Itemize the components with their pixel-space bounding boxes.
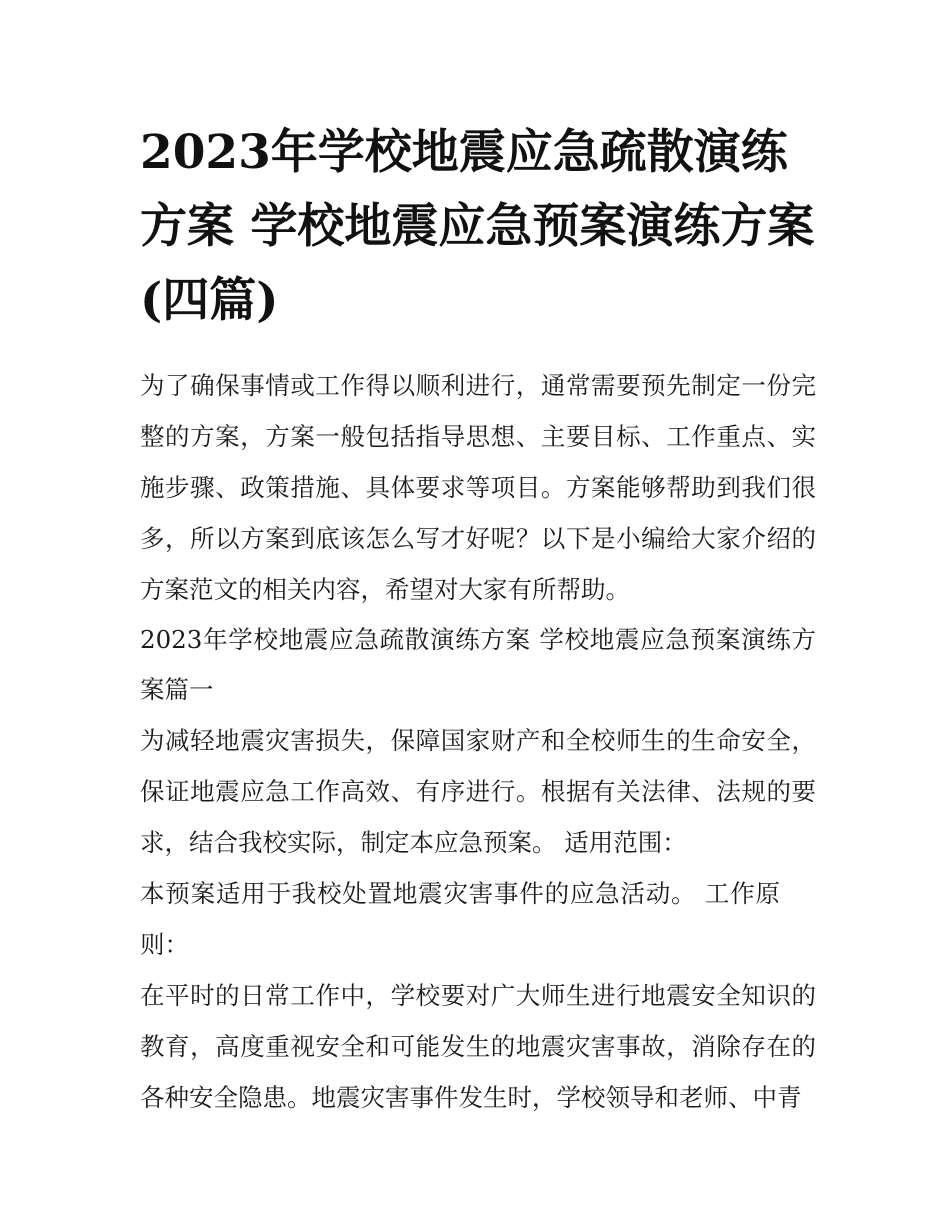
document-page <box>140 116 816 1123</box>
principle-paragraph: 在平时的日常工作中，学校要对广大师生进行地震安全知识的教育，高度重视安全和可能发生的地震灾害事故，消除存在的各种安全隐患。地震灾害事件发生时，学校领导和老师、中青 <box>140 981 816 1112</box>
document-title: 2023年学校地震应急疏散演练方案 学校地震应急预案演练方案(四篇) <box>140 125 815 328</box>
document-body <box>140 360 816 1123</box>
scope-paragraph: 本预案适用于我校处置地震灾害事件的应急活动。 工作原则： <box>140 879 780 959</box>
section-heading: 2023年学校地震应急疏散演练方案 学校地震应急预案演练方案篇一 <box>140 625 816 704</box>
purpose-paragraph: 为减轻地震灾害损失，保障国家财产和全校师生的生命安全，保证地震应急工作高效、有序进行。根据有关法律、法规的要求，结合我校实际，制定本应急预案。 适用范围： <box>140 726 816 857</box>
intro-paragraph: 为了确保事情或工作得以顺利进行，通常需要预先制定一份完整的方案，方案一般包括指导思想、主要目标、工作重点、实施步骤、政策措施、具体要求等项目。方案能够帮助到我们很多，所以方案到底该怎么写才好呢？以下是小编给大家介绍的方案范文的相关内容，希望对大家有所帮助。 <box>140 371 816 604</box>
